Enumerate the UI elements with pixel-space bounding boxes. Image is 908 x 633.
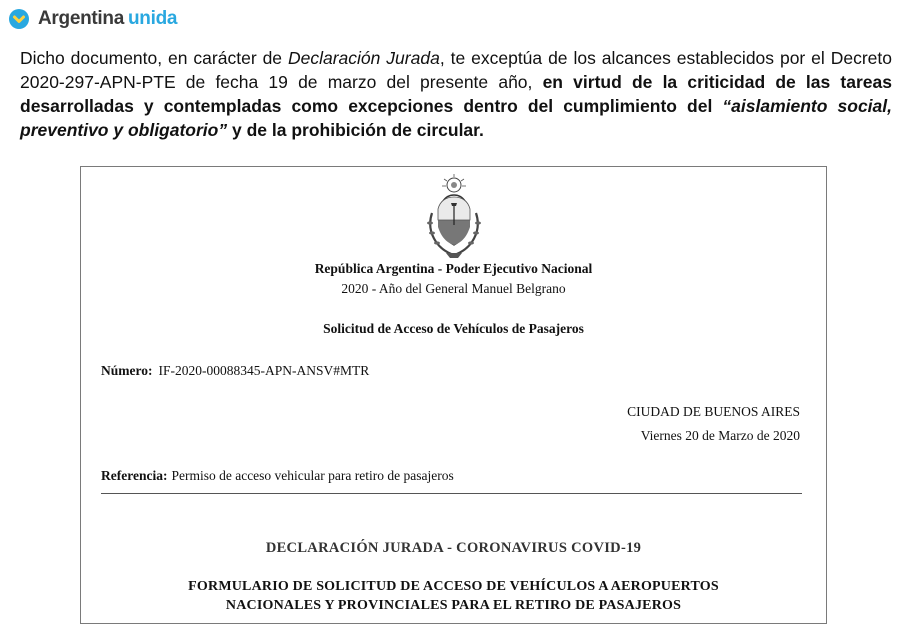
- document-header-subtitle: 2020 - Año del General Manuel Belgrano: [341, 281, 566, 296]
- intro-text-2: , te exceptúa de los alcances establecidos por el Decreto 2020-297-APN-PTE de fecha 19 de marzo del presente año,: [20, 48, 892, 92]
- brand-logo-text: [38, 8, 177, 30]
- form-title-line-2: NACIONALES Y PROVINCIALES PARA EL RETIRO DE PASAJEROS: [225, 598, 682, 613]
- intro-paragraph: [20, 46, 892, 142]
- intro-bold-circular: y de la prohibición de circular.: [227, 120, 484, 140]
- document-header-title: República Argentina - Poder Ejecutivo Nacional: [314, 261, 593, 276]
- form-title-line-1: FORMULARIO DE SOLICITUD DE ACCESO DE VEHÍCULOS A AEROPUERTOS: [188, 579, 719, 594]
- brand-word-argentina: Argentina: [38, 8, 124, 29]
- brand-header: [8, 6, 177, 32]
- document-subject: Solicitud de Acceso de Vehículos de Pasajeros: [323, 321, 584, 336]
- argentina-unida-logo-icon: [8, 8, 30, 30]
- brand-word-unida: unida: [127, 8, 178, 29]
- coat-of-arms-icon: [422, 173, 486, 259]
- document-date: Viernes 20 de Marzo de 2020: [640, 428, 800, 443]
- document-number-label: Número:: [101, 363, 153, 378]
- form-title: [81, 577, 826, 615]
- declaration-title: DECLARACIÓN JURADA - CORONAVIRUS COVID-19: [265, 540, 642, 556]
- intro-declaracion-jurada: Declaración Jurada: [287, 48, 440, 68]
- intro-bold-italic-aislamiento: “aislamiento social, preventivo y obligatorio”: [20, 96, 892, 140]
- official-document: [80, 166, 827, 624]
- document-number-value: IF-2020-00088345-APN-ANSV#MTR: [158, 363, 370, 378]
- document-reference-label: Referencia:: [101, 468, 168, 483]
- intro-text-1: Dicho documento, en carácter de: [20, 48, 288, 68]
- document-city: CIUDAD DE BUENOS AIRES: [627, 404, 800, 419]
- intro-bold-criticidad: en virtud de la criticidad de las tareas desarrolladas y contempladas como excepciones dentro del cumplimiento del: [20, 72, 892, 116]
- document-number: [101, 363, 369, 379]
- document-reference: [101, 468, 454, 484]
- document-reference-value: Permiso de acceso vehicular para retiro de pasajeros: [171, 468, 454, 483]
- document-divider: [101, 493, 802, 494]
